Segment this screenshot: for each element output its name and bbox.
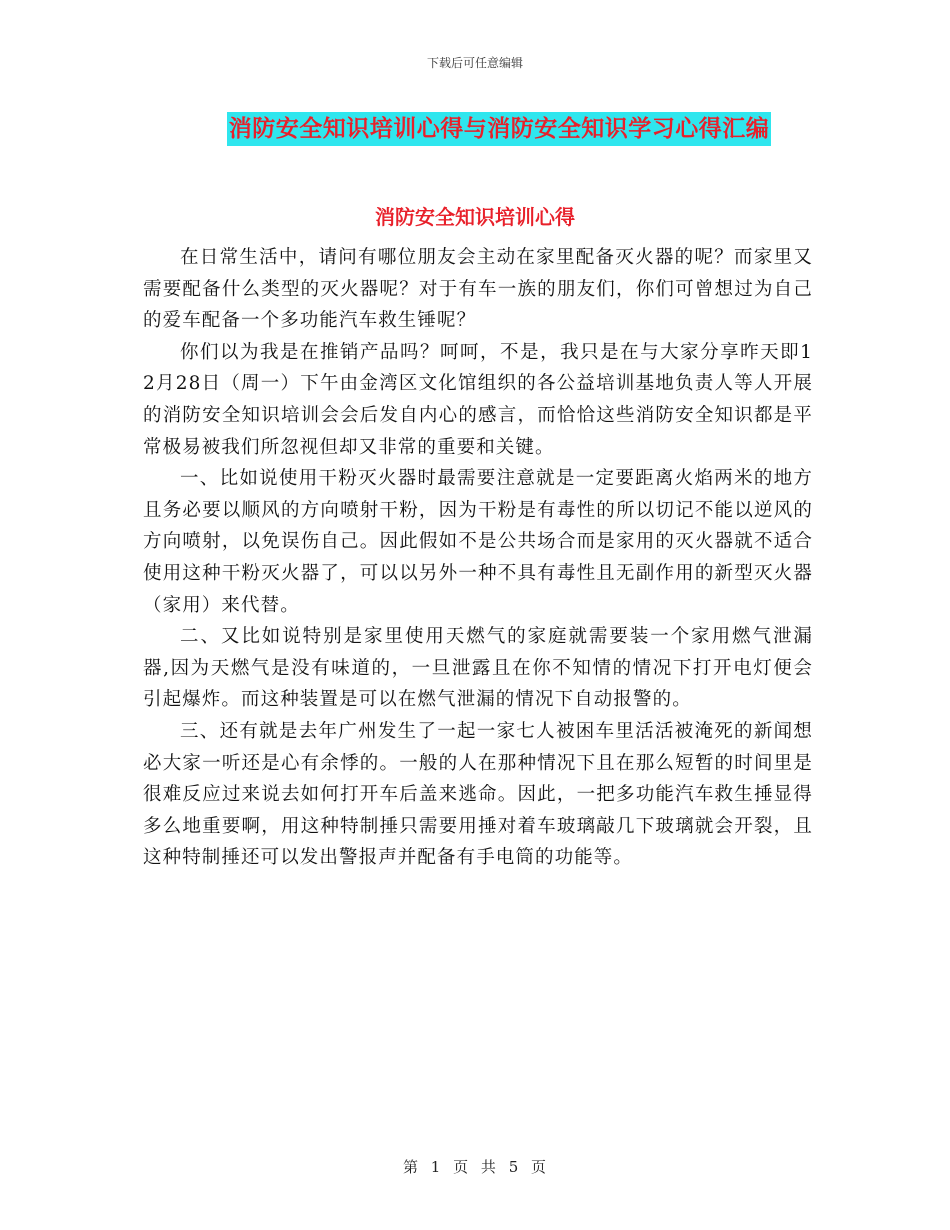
footer-total-word: 共 <box>480 1158 497 1176</box>
section-heading: 消防安全知识培训心得 <box>375 205 575 229</box>
document-title: 消防安全知识培训心得与消防安全知识学习心得汇编 <box>227 112 772 146</box>
paragraph: 一、比如说使用干粉灭火器时最需要注意就是一定要距离火焰两米的地方且务必要以顺风的方向喷射干粉，因为干粉是有毒性的所以切记不能以逆风的方向喷射，以免误伤自己。因此假如不是公共场合而是家用的灭火器就不适合使用这种干粉灭火器了，可以以另外一种不具有毒性且无副作用的新型灭火器（家用）来代替。 <box>143 468 813 616</box>
current-page-number: 1 <box>430 1158 442 1176</box>
footer-suffix: 页 <box>531 1158 548 1176</box>
footer-page-word: 页 <box>453 1158 470 1176</box>
paragraph: 三、还有就是去年广州发生了一起一家七人被困车里活活被淹死的新闻想必大家一听还是心有余悸的。一般的人在那种情况下且在那么短暂的时间里是很难反应过来说去如何打开车后盖来逃命。因此，一把多功能汽车救生捶显得多么地重要啊，用这种特制捶只需要用捶对着车玻璃敲几下玻璃就会开裂，且这种特制捶还可以发出警报声并配备有手电筒的功能等。 <box>143 720 813 869</box>
total-page-count: 5 <box>508 1158 520 1176</box>
paragraph: 在日常生活中，请问有哪位朋友会主动在家里配备灭火器的呢？而家里又需要配备什么类型的灭火器呢？对于有车一族的朋友们，你们可曾想过为自己的爱车配备一个多功能汽车救生锤呢？ <box>143 247 813 332</box>
document-title-container <box>0 112 950 146</box>
footer-prefix: 第 <box>402 1158 419 1176</box>
page-number-footer <box>0 1156 950 1177</box>
document-body <box>143 242 813 874</box>
paragraph: 你们以为我是在推销产品吗？呵呵，不是，我只是在与大家分享昨天即12月28日（周一）下午由金湾区文化馆组织的各公益培训基地负责人等人开展的消防安全知识培训会会后发自内心的感言，而恰恰这些消防安全知识都是平常极易被我们所忽视但却又非常的重要和关键。 <box>143 341 813 458</box>
page-header-note: 下载后可任意编辑 <box>426 56 523 70</box>
paragraph: 二、又比如说特别是家里使用天燃气的家庭就需要装一个家用燃气泄漏器,因为天燃气是没有味道的，一旦泄露且在你不知情的情况下打开电灯便会引起爆炸。而这种装置是可以在燃气泄漏的情况下自动报警的。 <box>143 626 813 711</box>
